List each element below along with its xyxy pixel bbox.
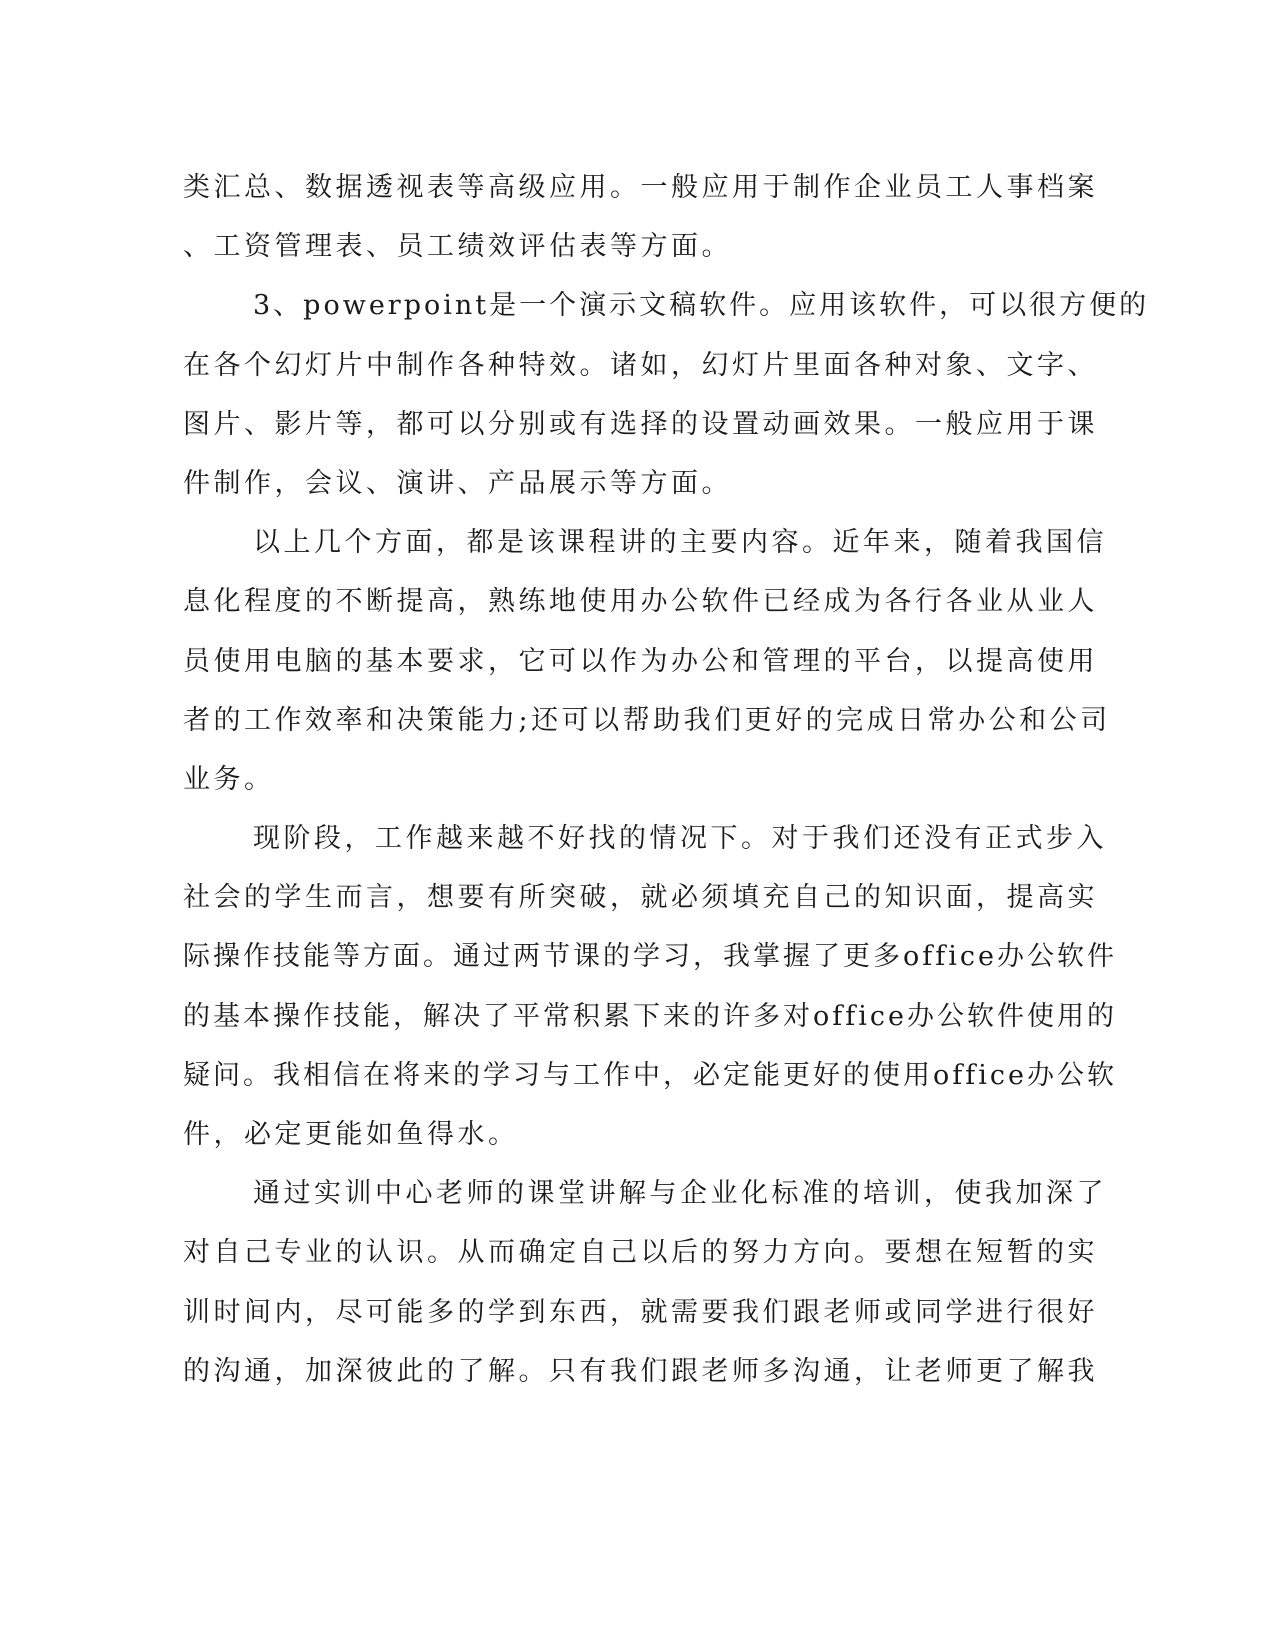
text-line: 社会的学生而言，想要有所突破，就必须填充自己的知识面，提高实: [183, 882, 1098, 914]
text-line: 、工资管理表、员工绩效评估表等方面。: [183, 231, 732, 263]
text-line: 图片、影片等，都可以分别或有选择的设置动画效果。一般应用于课: [183, 408, 1098, 440]
text-line: 业务。: [183, 763, 275, 795]
document-body: [183, 158, 1150, 1401]
text-line: 件，必定更能如鱼得水。: [183, 1119, 519, 1150]
text-line: 件制作，会议、演讲、产品展示等方面。: [183, 467, 732, 499]
text-line: 疑问。我相信在将来的学习与工作中，必定能更好的使用office办公软: [183, 1059, 1117, 1091]
text-line: 员使用电脑的基本要求，它可以作为办公和管理的平台，以提高使用: [183, 645, 1098, 677]
text-line: 际操作技能等方面。通过两节课的学习，我掌握了更多office办公软件: [183, 941, 1117, 973]
text-line: 息化程度的不断提高，熟练地使用办公软件已经成为各行各业从业人: [183, 586, 1098, 618]
text-line-paragraph-start: 通过实训中心老师的课堂讲解与企业化标准的培训，使我加深了: [253, 1178, 1107, 1210]
text-line-paragraph-start: 现阶段，工作越来越不好找的情况下。对于我们还没有正式步入: [253, 823, 1107, 855]
text-line: 对自己专业的认识。从而确定自己以后的努力方向。要想在短暂的实: [183, 1237, 1098, 1269]
text-line: 的基本操作技能，解决了平常积累下来的许多对office办公软件使用的: [183, 1000, 1117, 1032]
text-line: 的沟通，加深彼此的了解。只有我们跟老师多沟通，让老师更了解我: [183, 1355, 1098, 1387]
text-line: 类汇总、数据透视表等高级应用。一般应用于制作企业员工人事档案: [183, 172, 1098, 203]
text-line: 者的工作效率和决策能力;还可以帮助我们更好的完成日常办公和公司: [183, 704, 1111, 736]
text-line: 在各个幻灯片中制作各种特效。诸如，幻灯片里面各种对象、文字、: [183, 349, 1098, 381]
text-line: 训时间内，尽可能多的学到东西，就需要我们跟老师或同学进行很好: [183, 1296, 1098, 1328]
text-line-paragraph-start: 以上几个方面，都是该课程讲的主要内容。近年来，随着我国信: [253, 527, 1107, 559]
text-line-paragraph-start: 3、powerpoint是一个演示文稿软件。应用该软件，可以很方便的: [253, 290, 1150, 322]
